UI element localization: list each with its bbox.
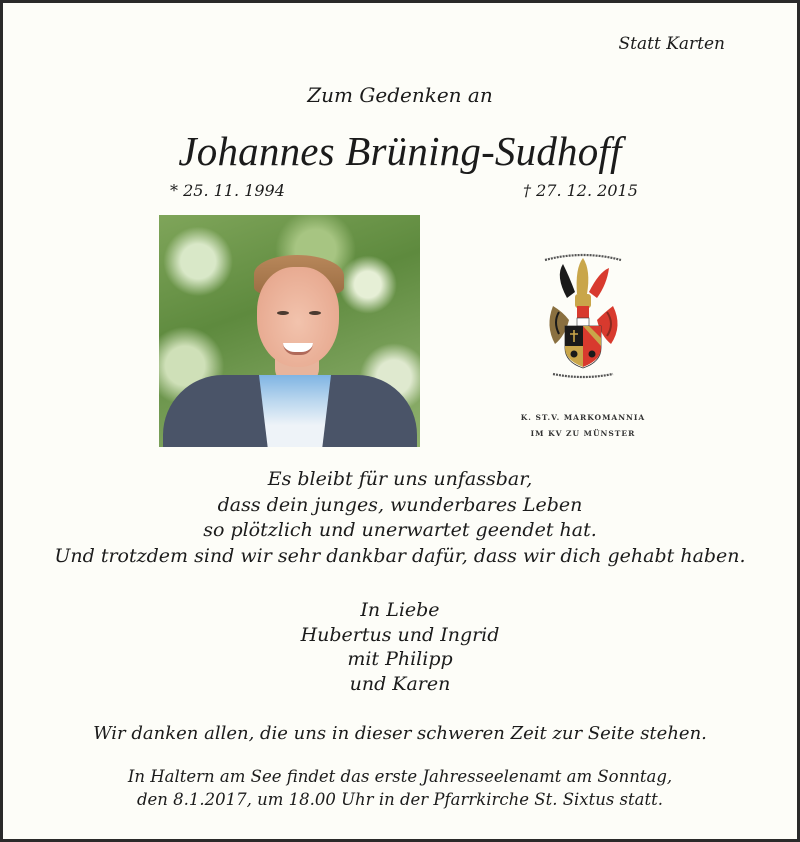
portrait-photo	[159, 215, 420, 447]
verse-line: dass dein junges, wunderbares Leben	[217, 493, 583, 516]
fraternity-location: IM KV ZU MÜNSTER	[530, 429, 636, 438]
photo-eye	[309, 311, 321, 315]
photo-eye	[277, 311, 289, 315]
statt-karten-label: Statt Karten	[618, 34, 725, 54]
notice-line: In Haltern am See findet das erste Jahresseelenamt am Sonntag,	[127, 767, 673, 786]
photo-shirt	[259, 375, 331, 447]
death-date: † 27. 12. 2015	[523, 181, 638, 200]
service-notice	[3, 765, 797, 811]
intro-heading: Zum Gedenken an	[307, 83, 493, 107]
deceased-name: Johannes Brüning-Sudhoff	[178, 128, 622, 174]
birth-date: * 25. 11. 1994	[170, 181, 285, 200]
verse-line: so plötzlich und unerwartet geendet hat.	[203, 519, 597, 541]
signature-line: In Liebe	[360, 599, 440, 621]
obituary-card	[3, 3, 797, 839]
coat-of-arms-icon	[541, 246, 625, 380]
verse-line: Und trotzdem sind wir sehr dankbar dafür, dass wir dich gehabt haben.	[54, 544, 746, 567]
signature-line: und Karen	[349, 672, 451, 695]
thanks-line: Wir danken allen, die uns in dieser schweren Zeit zur Seite stehen.	[93, 723, 707, 744]
verse-line: Es bleibt für uns unfassbar,	[267, 468, 533, 490]
signature-line: Hubertus und Ingrid	[300, 623, 500, 646]
fraternity-name: K. ST.V. MARKOMANNIA	[520, 413, 646, 422]
signature-block	[3, 598, 797, 696]
verse-block	[3, 467, 797, 569]
notice-line: den 8.1.2017, um 18.00 Uhr in der Pfarrkirche St. Sixtus statt.	[136, 790, 664, 809]
signature-line: mit Philipp	[347, 648, 453, 670]
